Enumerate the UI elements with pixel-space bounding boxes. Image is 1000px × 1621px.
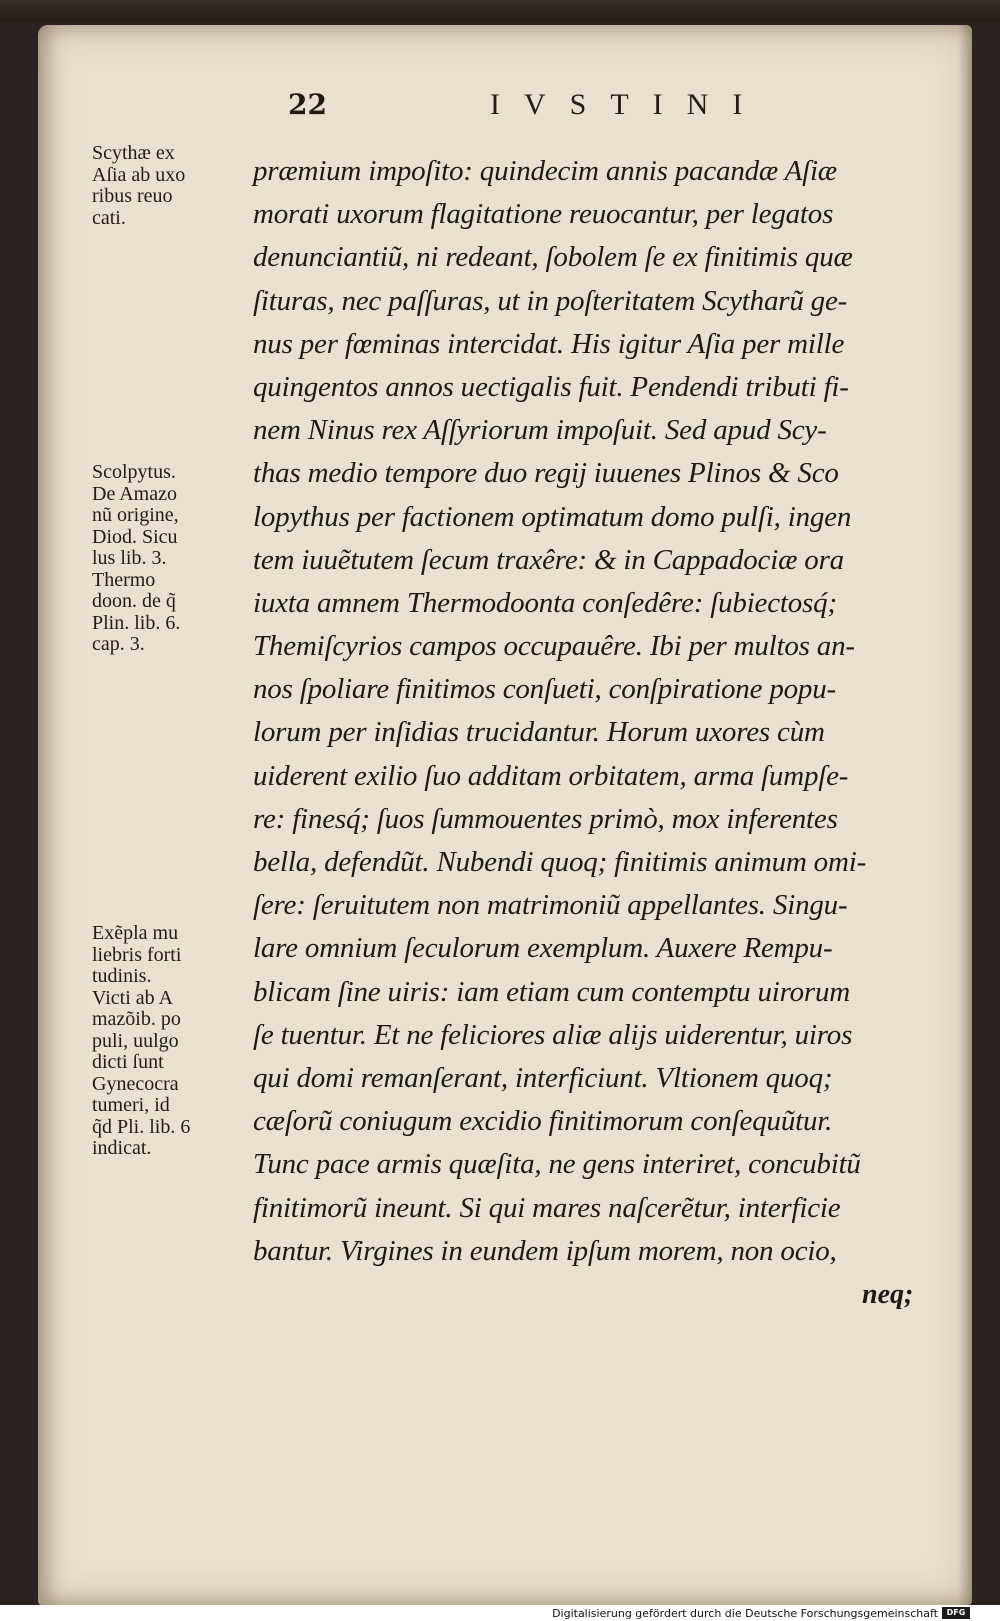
text-line: bella, defendũt. Nubendi quoq; finitimis animum omi- <box>253 846 867 878</box>
marginal-note-amazon-origin <box>92 462 252 656</box>
text-line: blicam ſine uiris: iam etiam cum contemptu uirorum <box>253 975 851 1008</box>
marginal-note-line: tudinis. <box>92 965 152 987</box>
marginal-note-line: liebris forti <box>92 943 182 966</box>
text-line: præmium impoſito: quindecim annis pacandæ Aſiæ <box>253 155 837 187</box>
marginal-note-line: cap. 3. <box>92 633 145 655</box>
text-line: uiderent exilio ſuo additam orbitatem, arma ſumpſe- <box>253 759 849 792</box>
marginal-note-line: Aſia ab uxo <box>92 163 186 186</box>
marginal-note-line: ribus reuo <box>92 185 173 207</box>
marginal-note-line: Diod. Sicu <box>92 525 178 548</box>
text-line: thas medio tempore duo regij iuuenes Plinos & Sco <box>253 457 839 490</box>
catchword: neq; <box>862 1279 914 1310</box>
text-line: nus per fœminas intercidat. His igitur Aſia per mille <box>253 327 845 360</box>
text-line: ſe tuentur. Et ne feliciores aliæ alijs uiderentur, uiros <box>253 1018 853 1051</box>
text-line: qui domi remanſerant, interficiunt. Vltionem quoq; <box>253 1061 833 1094</box>
marginal-note-line: mazõib. po <box>92 1008 181 1030</box>
marginal-note-line: lus lib. 3. <box>92 547 167 569</box>
text-line: lare omnium ſeculorum exemplum. Auxere Rempu- <box>253 932 833 965</box>
marginal-note-line: puli, uulgo <box>92 1029 179 1052</box>
marginal-note-scythians <box>92 143 252 229</box>
scanner-frame <box>0 0 1000 22</box>
marginal-note-line: doon. de q̃ <box>92 590 176 612</box>
marginal-note-line: dicti ſunt <box>92 1051 164 1073</box>
running-title: IVSTINI <box>490 88 767 121</box>
marginal-note-line: Scythæ ex <box>92 142 175 164</box>
digitization-credit: Digitalisierung gefördert durch die Deutsche Forschungsgemeinschaft <box>552 1607 938 1620</box>
text-line: bantur. Virgines in eundem ipſum morem, non ocio, <box>253 1234 837 1267</box>
text-line: lorum per inſidias trucidantur. Horum uxores cùm <box>253 716 825 749</box>
marginal-note-line: Victi ab A <box>92 986 174 1009</box>
text-line: tem iuuẽtutem ſecum traxêre: & in Cappadociæ ora <box>253 543 844 576</box>
footer-bar <box>0 1605 1000 1621</box>
text-line: cæſorũ coniugum excidio finitimorum conſequũtur. <box>253 1105 833 1138</box>
marginal-note-line: tumeri, id <box>92 1094 170 1116</box>
marginal-note-line: Gynecocra <box>92 1072 179 1095</box>
text-line: lopythus per factionem optimatum domo pulſi, ingen <box>253 500 852 533</box>
text-line: ſere: ſeruitutem non matrimoniũ appellantes. Singu- <box>253 889 848 922</box>
marginal-note-exempla <box>92 923 252 1160</box>
dfg-logo: DFG <box>942 1607 970 1619</box>
main-text-block <box>253 150 933 1273</box>
text-line: denunciantiũ, ni redeant, ſobolem ſe ex finitimis quæ <box>253 241 853 274</box>
marginal-note-line: Exẽpla mu <box>92 922 179 944</box>
page-edge-shadow <box>958 25 972 1605</box>
page-number: 22 <box>288 88 327 121</box>
marginal-note-line: q̃d Pli. lib. 6 <box>92 1115 191 1138</box>
text-line: Themiſcyrios campos occupauêre. Ibi per multos an- <box>253 630 855 663</box>
marginal-note-line: Thermo <box>92 568 156 591</box>
text-line: morati uxorum flagitatione reuocantur, per legatos <box>253 198 834 231</box>
text-line: quingentos annos uectigalis fuit. Pendendi tributi fi- <box>253 370 849 403</box>
marginal-note-line: De Amazo <box>92 482 177 505</box>
text-line: Tunc pace armis quæſita, ne gens interiret, concubitũ <box>253 1148 861 1181</box>
marginal-note-line: Scolpytus. <box>92 461 176 483</box>
text-line: re: finesq́; ſuos ſummouentes primò, mox inferentes <box>253 802 838 835</box>
text-line: finitimorũ ineunt. Si qui mares naſcerẽtur, interficie <box>253 1191 841 1224</box>
marginal-note-line: Plin. lib. 6. <box>92 611 181 634</box>
page-header <box>250 88 930 138</box>
text-line: ſituras, nec paſſuras, ut in poſteritatem Scytharũ ge- <box>253 284 848 317</box>
text-line: nos ſpoliare finitimos conſueti, conſpiratione popu- <box>253 673 836 706</box>
text-line: nem Ninus rex Aſſyriorum impoſuit. Sed apud Scy- <box>253 414 827 447</box>
marginal-note-line: cati. <box>92 206 126 229</box>
text-line: iuxta amnem Thermodoonta conſedêre: ſubiectosq́; <box>253 586 837 619</box>
marginal-note-line: indicat. <box>92 1137 152 1159</box>
marginal-note-line: nũ origine, <box>92 504 179 526</box>
